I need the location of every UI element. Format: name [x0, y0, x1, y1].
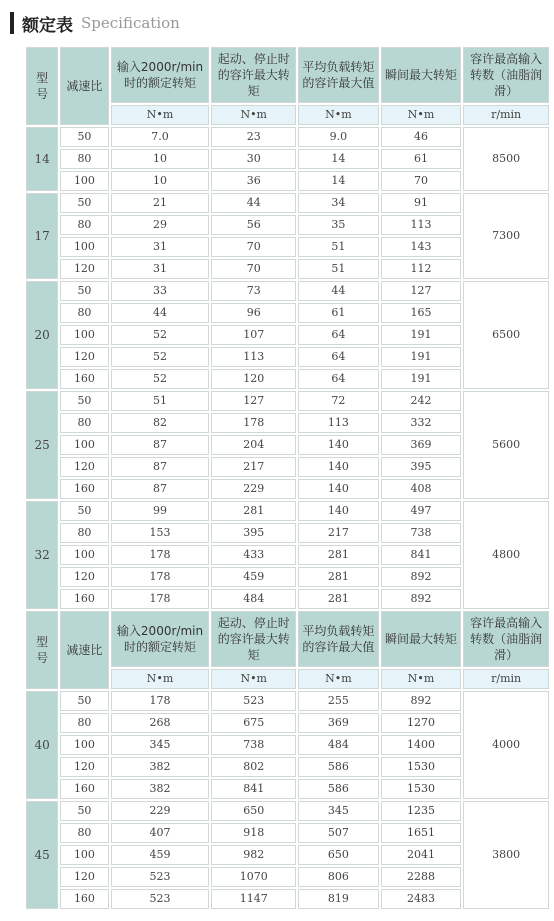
table-row [26, 801, 549, 821]
ratio-cell: 100 [60, 237, 108, 257]
startstop-torque-cell: 484 [211, 589, 296, 609]
rated-torque-cell: 87 [111, 479, 210, 499]
max-speed-cell: 4000 [463, 691, 549, 799]
startstop-torque-cell: 120 [211, 369, 296, 389]
avg-torque-cell: 35 [298, 215, 379, 235]
instant-torque-cell: 738 [381, 523, 462, 543]
rated-torque-cell: 99 [111, 501, 210, 521]
avg-torque-cell: 586 [298, 779, 379, 799]
ratio-cell: 100 [60, 845, 108, 865]
avg-torque-cell: 61 [298, 303, 379, 323]
rated-torque-cell: 10 [111, 171, 210, 191]
max-speed-cell: 8500 [463, 127, 549, 191]
ratio-cell: 50 [60, 127, 108, 147]
avg-torque-cell: 650 [298, 845, 379, 865]
model-cell: 32 [26, 501, 58, 609]
table-row [26, 127, 549, 147]
rated-torque-cell: 523 [111, 867, 210, 887]
ratio-cell: 120 [60, 867, 108, 887]
ratio-cell: 120 [60, 567, 108, 587]
startstop-torque-cell: 36 [211, 171, 296, 191]
instant-torque-cell: 112 [381, 259, 462, 279]
startstop-torque-cell: 96 [211, 303, 296, 323]
instant-torque-cell: 892 [381, 589, 462, 609]
ratio-cell: 80 [60, 713, 108, 733]
column-header-rated: 输入2000r/min时的额定转矩 [111, 47, 210, 103]
ratio-cell: 50 [60, 391, 108, 411]
instant-torque-cell: 1651 [381, 823, 462, 843]
table-row [26, 501, 549, 521]
startstop-torque-cell: 650 [211, 801, 296, 821]
ratio-cell: 100 [60, 325, 108, 345]
unit-instant: N•m [381, 105, 462, 125]
rated-torque-cell: 178 [111, 545, 210, 565]
rated-torque-cell: 178 [111, 589, 210, 609]
instant-torque-cell: 408 [381, 479, 462, 499]
rated-torque-cell: 382 [111, 779, 210, 799]
column-header-avg: 平均负载转矩的容许最大值 [298, 47, 379, 103]
rated-torque-cell: 52 [111, 347, 210, 367]
model-cell: 45 [26, 801, 58, 909]
avg-torque-cell: 9.0 [298, 127, 379, 147]
instant-torque-cell: 2041 [381, 845, 462, 865]
section-header [10, 8, 180, 38]
model-cell: 25 [26, 391, 58, 499]
instant-torque-cell: 191 [381, 347, 462, 367]
rated-torque-cell: 31 [111, 259, 210, 279]
unit-startstop: N•m [211, 105, 296, 125]
avg-torque-cell: 507 [298, 823, 379, 843]
ratio-cell: 80 [60, 523, 108, 543]
instant-torque-cell: 2288 [381, 867, 462, 887]
startstop-torque-cell: 70 [211, 237, 296, 257]
max-speed-cell: 5600 [463, 391, 549, 499]
model-cell: 20 [26, 281, 58, 389]
unit-avg: N•m [298, 105, 379, 125]
ratio-cell: 50 [60, 801, 108, 821]
avg-torque-cell: 819 [298, 889, 379, 909]
rated-torque-cell: 52 [111, 369, 210, 389]
table-row [26, 391, 549, 411]
model-cell: 40 [26, 691, 58, 799]
startstop-torque-cell: 738 [211, 735, 296, 755]
ratio-cell: 50 [60, 691, 108, 711]
startstop-torque-cell: 523 [211, 691, 296, 711]
model-cell: 17 [26, 193, 58, 279]
rated-torque-cell: 87 [111, 457, 210, 477]
spec-table [24, 45, 551, 911]
rated-torque-cell: 33 [111, 281, 210, 301]
instant-torque-cell: 369 [381, 435, 462, 455]
rated-torque-cell: 268 [111, 713, 210, 733]
avg-torque-cell: 72 [298, 391, 379, 411]
avg-torque-cell: 281 [298, 567, 379, 587]
rated-torque-cell: 7.0 [111, 127, 210, 147]
header-bar [10, 12, 14, 34]
max-speed-cell: 6500 [463, 281, 549, 389]
ratio-cell: 160 [60, 779, 108, 799]
header-row [26, 47, 549, 103]
instant-torque-cell: 892 [381, 691, 462, 711]
ratio-cell: 160 [60, 589, 108, 609]
ratio-cell: 100 [60, 545, 108, 565]
page-subtitle: Specification [81, 14, 180, 32]
rated-torque-cell: 459 [111, 845, 210, 865]
ratio-cell: 160 [60, 889, 108, 909]
instant-torque-cell: 841 [381, 545, 462, 565]
ratio-cell: 120 [60, 259, 108, 279]
max-speed-cell: 7300 [463, 193, 549, 279]
max-speed-cell: 4800 [463, 501, 549, 609]
rated-torque-cell: 29 [111, 215, 210, 235]
instant-torque-cell: 497 [381, 501, 462, 521]
column-header-model: 型 号 [26, 611, 58, 689]
startstop-torque-cell: 459 [211, 567, 296, 587]
avg-torque-cell: 34 [298, 193, 379, 213]
avg-torque-cell: 14 [298, 171, 379, 191]
avg-torque-cell: 51 [298, 259, 379, 279]
unit-instant: N•m [381, 669, 462, 689]
startstop-torque-cell: 281 [211, 501, 296, 521]
ratio-cell: 120 [60, 347, 108, 367]
rated-torque-cell: 345 [111, 735, 210, 755]
rated-torque-cell: 51 [111, 391, 210, 411]
startstop-torque-cell: 1147 [211, 889, 296, 909]
instant-torque-cell: 46 [381, 127, 462, 147]
ratio-cell: 80 [60, 303, 108, 323]
instant-torque-cell: 1530 [381, 757, 462, 777]
startstop-torque-cell: 433 [211, 545, 296, 565]
avg-torque-cell: 484 [298, 735, 379, 755]
instant-torque-cell: 332 [381, 413, 462, 433]
avg-torque-cell: 281 [298, 589, 379, 609]
table-row [26, 691, 549, 711]
ratio-cell: 100 [60, 435, 108, 455]
ratio-cell: 100 [60, 171, 108, 191]
avg-torque-cell: 64 [298, 325, 379, 345]
instant-torque-cell: 165 [381, 303, 462, 323]
instant-torque-cell: 191 [381, 325, 462, 345]
instant-torque-cell: 61 [381, 149, 462, 169]
ratio-cell: 50 [60, 501, 108, 521]
table-row [26, 193, 549, 213]
rated-torque-cell: 82 [111, 413, 210, 433]
header-row [26, 611, 549, 667]
startstop-torque-cell: 73 [211, 281, 296, 301]
rated-torque-cell: 21 [111, 193, 210, 213]
avg-torque-cell: 113 [298, 413, 379, 433]
instant-torque-cell: 127 [381, 281, 462, 301]
ratio-cell: 80 [60, 823, 108, 843]
ratio-cell: 80 [60, 413, 108, 433]
avg-torque-cell: 345 [298, 801, 379, 821]
column-header-avg: 平均负载转矩的容许最大值 [298, 611, 379, 667]
startstop-torque-cell: 113 [211, 347, 296, 367]
avg-torque-cell: 64 [298, 347, 379, 367]
startstop-torque-cell: 841 [211, 779, 296, 799]
avg-torque-cell: 140 [298, 501, 379, 521]
column-header-startstop: 起动、停止时的容许最大转矩 [211, 47, 296, 103]
unit-startstop: N•m [211, 669, 296, 689]
instant-torque-cell: 1270 [381, 713, 462, 733]
instant-torque-cell: 1530 [381, 779, 462, 799]
avg-torque-cell: 140 [298, 457, 379, 477]
instant-torque-cell: 191 [381, 369, 462, 389]
startstop-torque-cell: 204 [211, 435, 296, 455]
startstop-torque-cell: 395 [211, 523, 296, 543]
unit-speed: r/min [463, 105, 549, 125]
avg-torque-cell: 51 [298, 237, 379, 257]
instant-torque-cell: 1400 [381, 735, 462, 755]
startstop-torque-cell: 1070 [211, 867, 296, 887]
avg-torque-cell: 255 [298, 691, 379, 711]
avg-torque-cell: 14 [298, 149, 379, 169]
rated-torque-cell: 52 [111, 325, 210, 345]
startstop-torque-cell: 107 [211, 325, 296, 345]
ratio-cell: 100 [60, 735, 108, 755]
startstop-torque-cell: 229 [211, 479, 296, 499]
rated-torque-cell: 407 [111, 823, 210, 843]
unit-speed: r/min [463, 669, 549, 689]
rated-torque-cell: 10 [111, 149, 210, 169]
rated-torque-cell: 523 [111, 889, 210, 909]
max-speed-cell: 3800 [463, 801, 549, 909]
startstop-torque-cell: 982 [211, 845, 296, 865]
avg-torque-cell: 140 [298, 435, 379, 455]
avg-torque-cell: 217 [298, 523, 379, 543]
avg-torque-cell: 586 [298, 757, 379, 777]
avg-torque-cell: 369 [298, 713, 379, 733]
page-title: 额定表 [22, 15, 73, 36]
model-cell: 14 [26, 127, 58, 191]
unit-rated: N•m [111, 105, 210, 125]
ratio-cell: 80 [60, 149, 108, 169]
rated-torque-cell: 382 [111, 757, 210, 777]
avg-torque-cell: 281 [298, 545, 379, 565]
ratio-cell: 160 [60, 479, 108, 499]
instant-torque-cell: 91 [381, 193, 462, 213]
ratio-cell: 120 [60, 757, 108, 777]
ratio-cell: 80 [60, 215, 108, 235]
ratio-cell: 50 [60, 281, 108, 301]
instant-torque-cell: 892 [381, 567, 462, 587]
instant-torque-cell: 143 [381, 237, 462, 257]
avg-torque-cell: 140 [298, 479, 379, 499]
column-header-speed: 容许最高输入转数（油脂润滑） [463, 47, 549, 103]
rated-torque-cell: 229 [111, 801, 210, 821]
unit-avg: N•m [298, 669, 379, 689]
startstop-torque-cell: 217 [211, 457, 296, 477]
rated-torque-cell: 44 [111, 303, 210, 323]
rated-torque-cell: 178 [111, 691, 210, 711]
rated-torque-cell: 153 [111, 523, 210, 543]
unit-rated: N•m [111, 669, 210, 689]
startstop-torque-cell: 675 [211, 713, 296, 733]
startstop-torque-cell: 918 [211, 823, 296, 843]
ratio-cell: 160 [60, 369, 108, 389]
column-header-speed: 容许最高输入转数（油脂润滑） [463, 611, 549, 667]
table-row [26, 281, 549, 301]
rated-torque-cell: 178 [111, 567, 210, 587]
ratio-cell: 50 [60, 193, 108, 213]
startstop-torque-cell: 56 [211, 215, 296, 235]
ratio-cell: 120 [60, 457, 108, 477]
startstop-torque-cell: 30 [211, 149, 296, 169]
column-header-instant: 瞬间最大转矩 [381, 47, 462, 103]
rated-torque-cell: 31 [111, 237, 210, 257]
startstop-torque-cell: 178 [211, 413, 296, 433]
column-header-instant: 瞬间最大转矩 [381, 611, 462, 667]
instant-torque-cell: 395 [381, 457, 462, 477]
instant-torque-cell: 113 [381, 215, 462, 235]
instant-torque-cell: 2483 [381, 889, 462, 909]
column-header-ratio: 减速比 [60, 47, 108, 125]
instant-torque-cell: 1235 [381, 801, 462, 821]
rated-torque-cell: 87 [111, 435, 210, 455]
instant-torque-cell: 70 [381, 171, 462, 191]
column-header-startstop: 起动、停止时的容许最大转矩 [211, 611, 296, 667]
avg-torque-cell: 64 [298, 369, 379, 389]
instant-torque-cell: 242 [381, 391, 462, 411]
startstop-torque-cell: 70 [211, 259, 296, 279]
startstop-torque-cell: 23 [211, 127, 296, 147]
column-header-rated: 输入2000r/min时的额定转矩 [111, 611, 210, 667]
avg-torque-cell: 44 [298, 281, 379, 301]
startstop-torque-cell: 802 [211, 757, 296, 777]
avg-torque-cell: 806 [298, 867, 379, 887]
startstop-torque-cell: 127 [211, 391, 296, 411]
startstop-torque-cell: 44 [211, 193, 296, 213]
column-header-ratio: 减速比 [60, 611, 108, 689]
column-header-model: 型 号 [26, 47, 58, 125]
